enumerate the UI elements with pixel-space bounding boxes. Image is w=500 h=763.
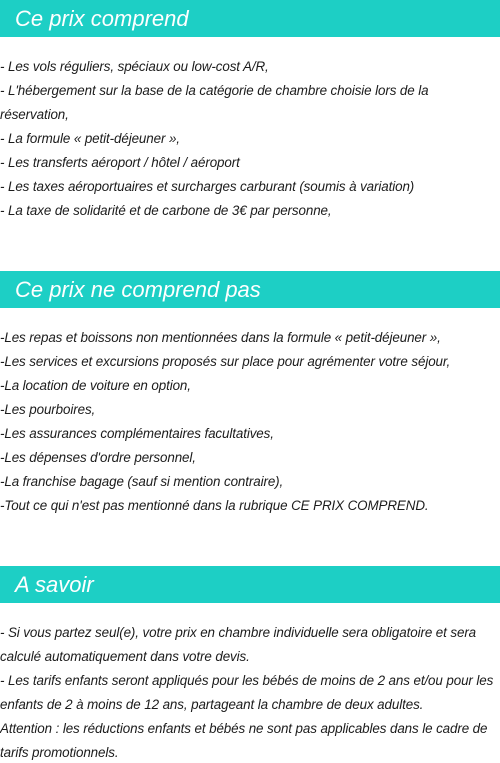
list-item: -La franchise bagage (sauf si mention contraire),: [0, 474, 284, 489]
list-item: -La location de voiture en option,: [0, 378, 191, 393]
section-not-included: [0, 271, 500, 518]
list-item: - Si vous partez seul(e), votre prix en chambre individuelle sera obligatoire et sera calculé automatiquement dans votre devis.: [0, 625, 477, 664]
list-item: - L'hébergement sur la base de la catégorie de chambre choisie lors de la réservation,: [0, 83, 429, 122]
included-list: [0, 55, 500, 223]
good-to-know-list: [0, 621, 500, 763]
section-included-title: Ce prix comprend: [0, 0, 500, 37]
list-item: Attention : les réductions enfants et bébés ne sont pas applicables dans le cadre de tarifs promotionnels.: [0, 721, 488, 760]
not-included-list: [0, 326, 500, 518]
list-item: -Les repas et boissons non mentionnées dans la formule « petit-déjeuner »,: [0, 330, 441, 345]
list-item: - Les vols réguliers, spéciaux ou low-cost A/R,: [0, 59, 269, 74]
section-not-included-title: Ce prix ne comprend pas: [0, 271, 500, 308]
list-item: -Les services et excursions proposés sur place pour agrémenter votre séjour,: [0, 354, 451, 369]
list-item: - La taxe de solidarité et de carbone de 3€ par personne,: [0, 203, 332, 218]
section-included: [0, 0, 500, 223]
list-item: - Les taxes aéroportuaires et surcharges carburant (soumis à variation): [0, 179, 415, 194]
section-good-to-know-title: A savoir: [0, 566, 500, 603]
list-item: -Tout ce qui n'est pas mentionné dans la rubrique CE PRIX COMPREND.: [0, 498, 429, 513]
list-item: -Les dépenses d'ordre personnel,: [0, 450, 196, 465]
list-item: - Les transferts aéroport / hôtel / aéroport: [0, 155, 240, 170]
list-item: - La formule « petit-déjeuner »,: [0, 131, 180, 146]
list-item: - Les tarifs enfants seront appliqués pour les bébés de moins de 2 ans et/ou pour les enfants de 2 à moins de 12 ans, partageant la chambre de deux adultes.: [0, 673, 494, 712]
section-good-to-know: [0, 566, 500, 763]
list-item: -Les assurances complémentaires facultatives,: [0, 426, 274, 441]
list-item: -Les pourboires,: [0, 402, 96, 417]
